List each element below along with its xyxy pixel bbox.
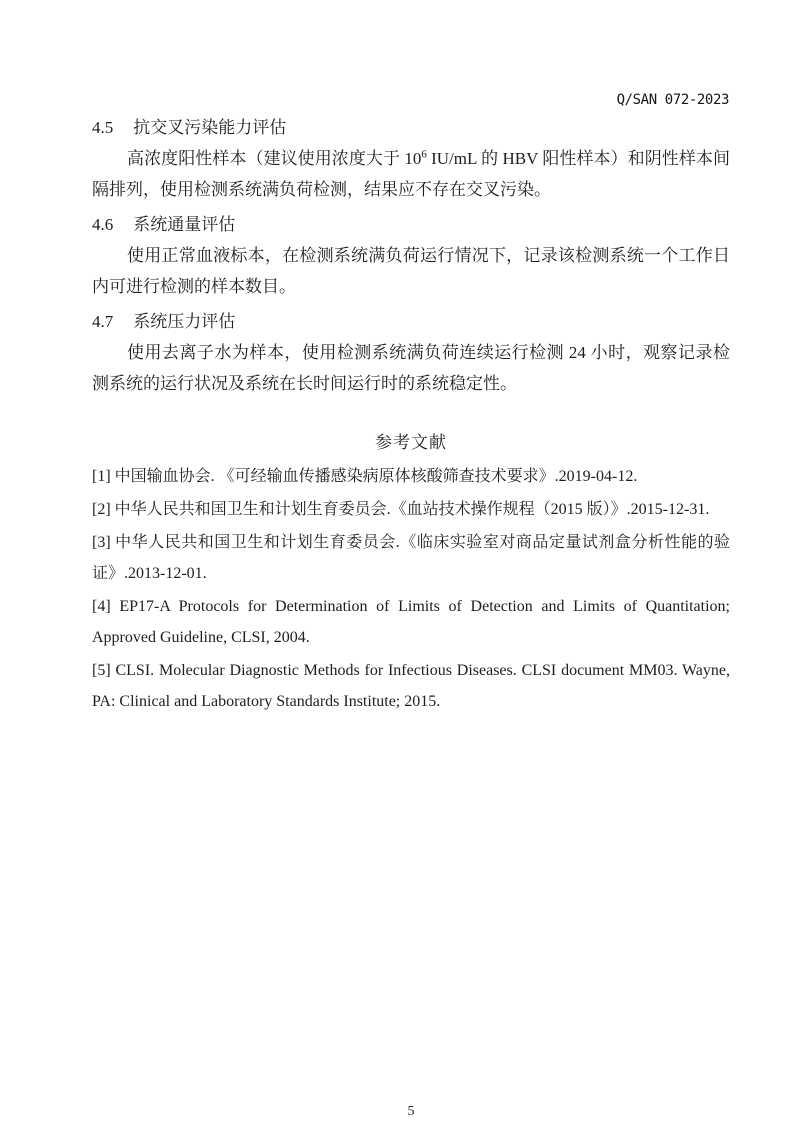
reference-item: [4] EP17-A Protocols for Determination of Limits of Detection and Limits of Quantitation; Approved Guideline, CLSI, 2004. <box>92 598 730 646</box>
section-4-6 <box>92 209 730 302</box>
section-4-7 <box>92 306 730 399</box>
section-body <box>92 143 730 205</box>
doc-code: Q/SAN 072-2023 <box>616 92 729 108</box>
document-header <box>617 92 729 108</box>
page-number: 5 <box>407 1104 415 1119</box>
reference-item: [2] 中华人民共和国卫生和计划生育委员会.《血站技术操作规程（2015 版）》.2015-12-31. <box>92 501 710 518</box>
reference-item: [5] CLSI. Molecular Diagnostic Methods for Infectious Diseases. CLSI document MM03. Wayne, PA: Clinical and Laboratory Standards Institute; 2015. <box>92 662 730 710</box>
section-heading <box>92 112 730 143</box>
reference-item: [3] 中华人民共和国卫生和计划生育委员会.《临床实验室对商品定量试剂盒分析性能的验证》.2013-12-01. <box>92 534 730 582</box>
section-title: 系统通量评估 <box>133 215 236 234</box>
page-footer <box>92 1104 730 1120</box>
section-heading <box>92 306 730 337</box>
document-content <box>92 112 730 719</box>
references-heading: 参考文献 <box>375 433 447 452</box>
section-title: 系统压力评估 <box>133 312 236 331</box>
section-body: 使用去离子水为样本，使用检测系统满负荷连续运行检测 24 小时，观察记录检测系统的运行状况及系统在长时间运行时的系统稳定性。 <box>92 343 730 393</box>
body-text: 高浓度阳性样本（建议使用浓度大于 10 <box>127 149 422 168</box>
section-heading <box>92 209 730 240</box>
section-number: 4.6 <box>92 215 114 234</box>
section-number: 4.7 <box>92 312 114 331</box>
references-list <box>92 461 730 717</box>
section-title: 抗交叉污染能力评估 <box>133 118 287 137</box>
section-body: 使用正常血液标本，在检测系统满负荷运行情况下，记录该检测系统一个工作日内可进行检测的样本数目。 <box>92 246 730 296</box>
superscript-exponent: 6 <box>421 148 427 161</box>
section-4-5 <box>92 112 730 205</box>
body-text: IU/mL 的 HBV 阳性样本）和阴性样本间隔排列，使用检测系统满负荷检测，结果应不存在交叉污染。 <box>92 149 730 199</box>
section-number: 4.5 <box>92 118 114 137</box>
reference-item: [1] 中国输血协会. 《可经输血传播感染病原体核酸筛查技术要求》.2019-04-12. <box>92 468 638 485</box>
